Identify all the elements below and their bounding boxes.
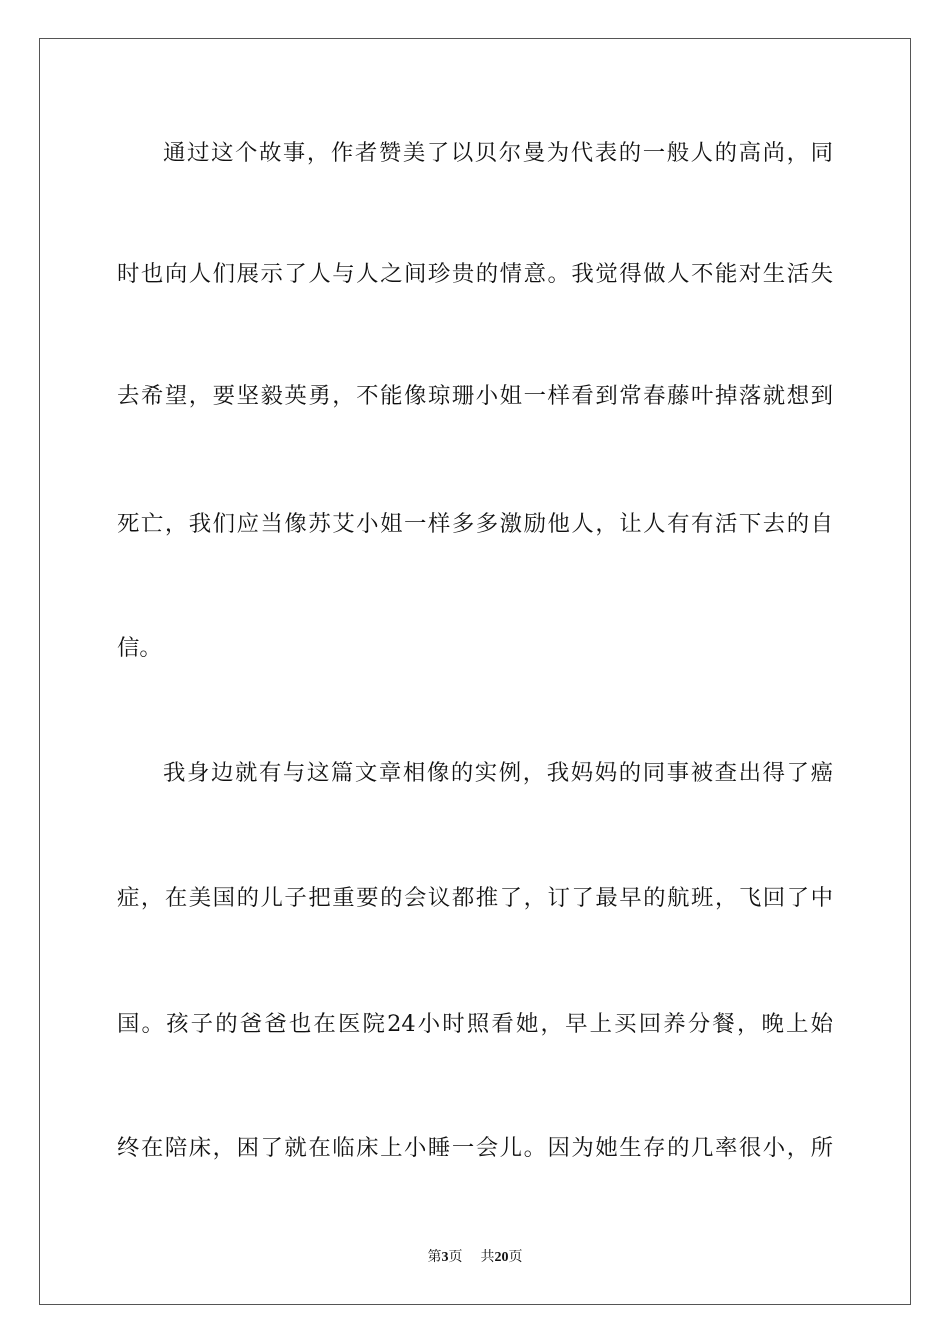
paragraph-2-line-2: 症，在美国的儿子把重要的会议都推了，订了最早的航班，飞回了中 bbox=[117, 885, 833, 911]
paragraph-2-line-3: 国。孩子的爸爸也在医院24小时照看她，早上买回养分餐，晚上始 bbox=[117, 1011, 833, 1037]
page-prefix: 第 bbox=[427, 1249, 442, 1265]
paragraph-1-line-2: 时也向人们展示了人与人之间珍贵的情意。我觉得做人不能对生活失 bbox=[117, 261, 833, 287]
paragraph-1-line-5: 信。 bbox=[117, 635, 162, 661]
paragraph-2-line-1: 我身边就有与这篇文章相像的实例，我妈妈的同事被查出得了癌 bbox=[163, 760, 833, 786]
page-suffix: 页 bbox=[448, 1249, 463, 1265]
page-total: 20 bbox=[494, 1250, 509, 1265]
paragraph-1-line-4: 死亡，我们应当像苏艾小姐一样多多激励他人，让人有有活下去的自 bbox=[117, 511, 833, 537]
page-border bbox=[39, 38, 911, 1305]
paragraph-2-line-4: 终在陪床，困了就在临床上小睡一会儿。因为她生存的几率很小，所 bbox=[117, 1135, 833, 1161]
page-current: 3 bbox=[441, 1250, 449, 1265]
total-suffix: 页 bbox=[508, 1249, 523, 1265]
total-prefix: 共 bbox=[480, 1249, 495, 1265]
page-footer bbox=[0, 1248, 950, 1267]
paragraph-1-line-1: 通过这个故事，作者赞美了以贝尔曼为代表的一般人的高尚，同 bbox=[163, 140, 833, 166]
paragraph-1-line-3: 去希望，要坚毅英勇，不能像琼珊小姐一样看到常春藤叶掉落就想到 bbox=[117, 383, 833, 409]
